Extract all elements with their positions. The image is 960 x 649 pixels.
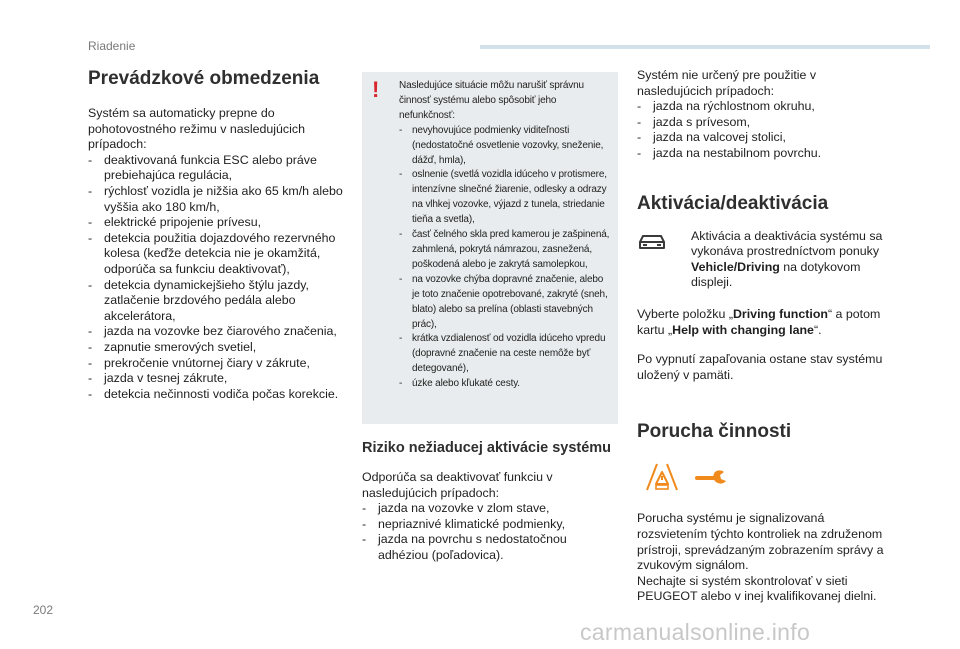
- list-item: - časť čelného skla pred kamerou je zašpinená, zahmlená, pokrytá námrazou, zasnežená, poškodená alebo je zakrytá samolepkou,: [399, 228, 610, 273]
- list-item: - na vozovke chýba dopravné značenie, alebo je toto značenie opotrebované, zakryté (sneh, blato) alebo sa prelína (oblasti stavebných prác),: [399, 273, 610, 333]
- list-item: - oslnenie (svetlá vozidla idúceho v protismere, intenzívne slnečné žiarenie, odlesky a odrazy na vlhkej vozovke, výjazd z tunela, striedanie tieňa a svetla),: [399, 168, 610, 228]
- list-item: - detekcia dynamickejšieho štýlu jazdy, zatlačenie brzdového pedála alebo akcelerátora,: [88, 278, 348, 325]
- unwanted-activation-intro: Odporúča sa deaktivovať funkciu v nasledujúcich prípadoch:: [362, 470, 553, 500]
- activation-title: Aktivácia/deaktivácia: [637, 192, 829, 214]
- list-item: - úzke alebo kľukaté cesty.: [399, 377, 610, 392]
- list-item: - deaktivovaná funkcia ESC alebo práve prebiehajúca regulácia,: [88, 153, 348, 184]
- unwanted-activation-list: [362, 501, 618, 563]
- operating-limits-list: [88, 153, 348, 403]
- warning-box: [362, 72, 618, 424]
- header-bar: [480, 45, 930, 49]
- list-item: - detekcia nečinnosti vodiča počas korekcie.: [88, 387, 348, 403]
- list-item: - rýchlosť vozidla je nižšia ako 65 km/h alebo vyššia ako 180 km/h,: [88, 184, 348, 215]
- watermark: carmanualsonline.info: [580, 619, 811, 645]
- page-number: 202: [33, 603, 54, 617]
- list-item: - elektrické pripojenie prívesu,: [88, 215, 348, 231]
- middle-column: [362, 72, 618, 564]
- operating-limits-intro: Systém sa automaticky prepne do pohotovostného režimu v nasledujúcich prípadoch:: [88, 106, 305, 152]
- warning-list: [399, 124, 610, 392]
- list-item: - nevyhovujúce podmienky viditeľnosti (nedostatočné osvetlenie vozovky, sneženie, dážď, hmla),: [399, 124, 610, 169]
- fault-text: Porucha systému je signalizovaná rozsvietením týchto kontroliek na združenom prístroji, sprevádzaným zobrazením správy a zvukovým signálom.: [637, 511, 884, 573]
- activation-icon-row: [637, 229, 892, 291]
- car-icon: [637, 229, 691, 256]
- operating-limits-section: [88, 68, 348, 402]
- list-item: - jazda na valcovej stolici,: [637, 130, 892, 146]
- list-item: - jazda s prívesom,: [637, 115, 892, 131]
- unwanted-activation-section: [362, 440, 618, 564]
- list-item: - jazda na vozovke v zlom stave,: [362, 501, 618, 517]
- section-title: Riadenie: [88, 39, 136, 53]
- fault-indicator-icons: [645, 457, 892, 497]
- list-item: - jazda na povrchu s nedostatočnou adhéziou (poľadovica).: [362, 532, 618, 563]
- fault-title: Porucha činnosti: [637, 421, 792, 443]
- list-item: - jazda na nestabilnom povrchu.: [637, 146, 892, 162]
- select-function-text: Vyberte položku „Driving function“ a potom kartu „Help with changing lane“.: [637, 306, 881, 337]
- not-intended-intro: Systém nie určený pre použitie v nasledujúcich prípadoch:: [637, 68, 817, 98]
- list-item: - jazda na vozovke bez čiarového značenia,: [88, 324, 348, 340]
- wrench-icon: [695, 467, 729, 487]
- list-item: - zapnutie smerových svetiel,: [88, 340, 348, 356]
- memory-text: Po vypnutí zapaľovania ostane stav systému uložený v pamäti.: [637, 352, 883, 382]
- list-item: - prekročenie vnútornej čiary v zákrute,: [88, 356, 348, 372]
- list-item: - detekcia použitia dojazdového rezervného kolesa (keďže detekcia nie je okamžitá, odporúča sa funkciu deaktivovať),: [88, 231, 348, 278]
- list-item: - nepriaznivé klimatické podmienky,: [362, 517, 618, 533]
- warning-intro: Nasledujúce situácie môžu narušiť správnu činnosť systému alebo spôsobiť jeho nefunkčnosť:: [399, 80, 584, 121]
- unwanted-activation-title: Riziko nežiaducej aktivácie systému: [362, 440, 612, 456]
- exclamation-icon: !: [372, 77, 380, 102]
- lane-warning-icon: [645, 462, 679, 492]
- operating-limits-title: Prevádzkové obmedzenia: [88, 68, 320, 89]
- list-item: - jazda na rýchlostnom okruhu,: [637, 99, 892, 115]
- right-column: [637, 68, 892, 605]
- fault-service-text: Nechajte si systém skontrolovať v sieti PEUGEOT alebo v inej kvalifikovanej dielni.: [637, 573, 877, 604]
- not-intended-list: [637, 99, 892, 161]
- list-item: - krátka vzdialenosť od vozidla idúceho vpredu (dopravné značenie na ceste nemôže byť detegované),: [399, 332, 610, 377]
- list-item: - jazda v tesnej zákrute,: [88, 371, 348, 387]
- activation-menu-text: Aktivácia a deaktivácia systému sa vykonáva prostredníctvom ponuky Vehicle/Driving na dotykovom displeji.: [691, 228, 883, 290]
